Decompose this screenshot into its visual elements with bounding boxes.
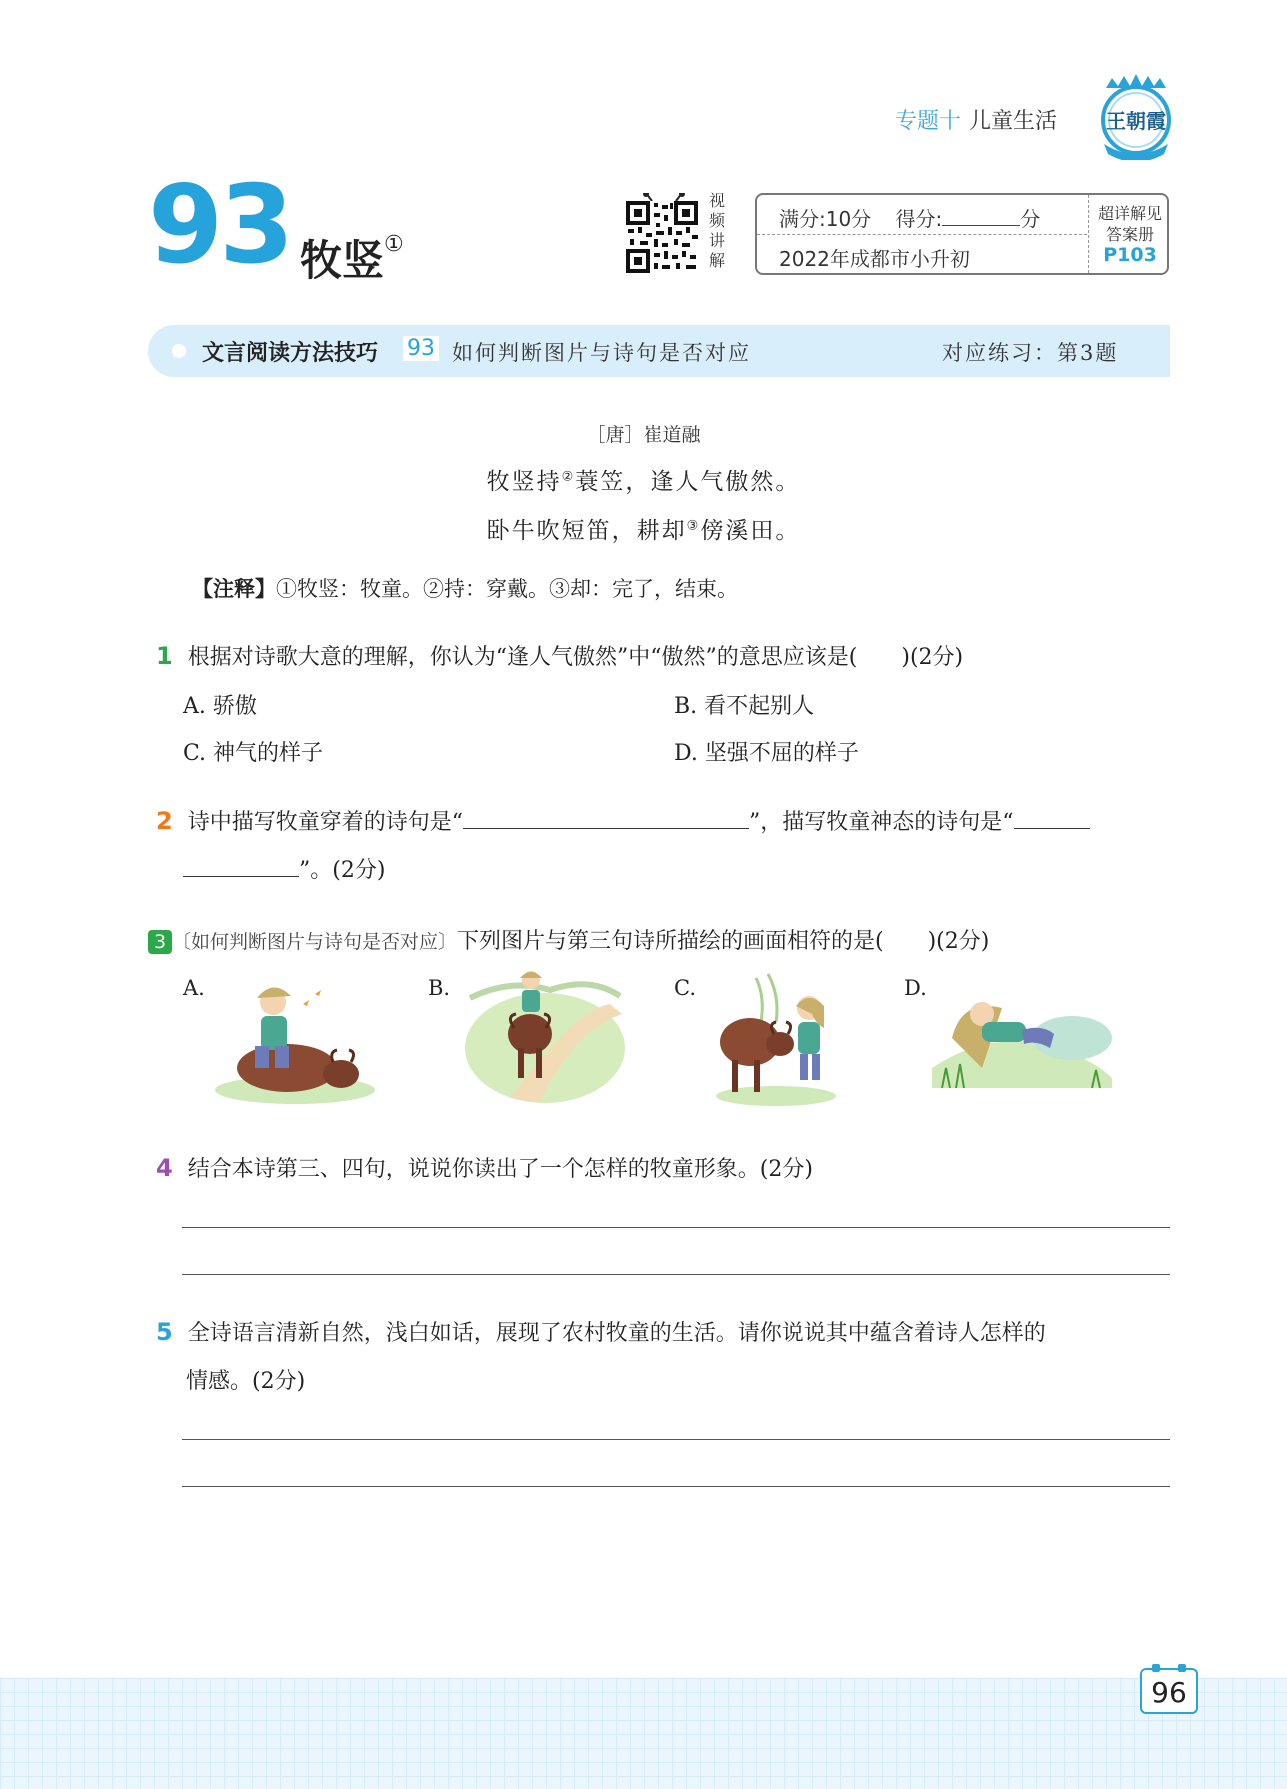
- page-tab-icon: [1152, 1664, 1160, 1672]
- picture-a[interactable]: [205, 968, 385, 1108]
- page-number: [1140, 1668, 1198, 1714]
- answer-line[interactable]: [182, 1486, 1170, 1487]
- question-number: 3: [148, 930, 172, 954]
- logo-text: 王朝霞: [1106, 109, 1166, 133]
- question-text: 根据对诗歌大意的理解，你认为“逢人气傲然”中“傲然”的意思应该是( )(2分): [187, 645, 964, 670]
- notes-label: 【注释】: [192, 577, 276, 601]
- footer-grid-background: [0, 1678, 1287, 1789]
- question-1: [156, 640, 963, 671]
- lesson-title: [300, 228, 404, 288]
- poem-line-2: [0, 512, 1287, 545]
- option-a[interactable]: A. 骄傲: [183, 694, 257, 719]
- question-4: [156, 1152, 813, 1183]
- got-score-unit: 分: [1020, 207, 1041, 231]
- full-score: 满分:10分: [779, 207, 872, 231]
- poem-line-1: [0, 463, 1287, 496]
- question-number: 4: [156, 1154, 173, 1182]
- question-2-cont: [183, 853, 385, 884]
- question-number: 5: [156, 1318, 173, 1346]
- question-3: [148, 924, 989, 955]
- answer-reference: [1094, 203, 1166, 266]
- score-row: [779, 203, 1040, 232]
- option-c[interactable]: C. 神气的样子: [183, 741, 324, 766]
- banner-practice: 对应练习：第3题: [942, 341, 1119, 365]
- poem-line2-b: 傍溪田。: [700, 518, 801, 544]
- question-tag: 〔如何判断图片与诗句是否对应〕: [172, 931, 458, 953]
- poem-notes: [192, 573, 738, 603]
- question-text-c: ”。(2分): [299, 858, 386, 883]
- poem-line1-b: 蓑笠，逢人气傲然。: [575, 469, 801, 495]
- answer-ref-line1: 超详解见: [1097, 204, 1162, 223]
- answer-line[interactable]: [182, 1227, 1170, 1228]
- notes-text: ①牧竖：牧童。②持：穿戴。③却：完了，结束。: [276, 577, 738, 601]
- topic-label: 专题十: [895, 109, 962, 134]
- answer-blank-1[interactable]: [463, 806, 749, 829]
- question-text-a: 诗中描写牧童穿着的诗句是“: [187, 810, 464, 835]
- picture-b[interactable]: [450, 968, 630, 1108]
- topic-name: 儿童生活: [969, 109, 1058, 134]
- page-tab-icon: [1178, 1664, 1186, 1672]
- poem-line2-mark: ③: [686, 518, 701, 534]
- question-text: 下列图片与第三句诗所描绘的画面相符的是( )(2分): [457, 929, 990, 954]
- poem-line1-a: 牧竖持: [486, 469, 562, 495]
- lesson-number: 93: [148, 163, 291, 288]
- question-5: [156, 1316, 1046, 1347]
- poem-line2-a: 卧牛吹短笛，耕却: [486, 518, 687, 544]
- banner-dot-icon: [172, 344, 186, 358]
- question-number: 1: [156, 642, 173, 670]
- banner-topic: 如何判断图片与诗句是否对应: [452, 341, 751, 365]
- exam-source: 2022年成都市小升初: [779, 247, 970, 271]
- picture-label-c[interactable]: C.: [674, 976, 696, 1000]
- answer-blank-2a[interactable]: [1014, 806, 1090, 829]
- got-score-label: 得分:: [895, 207, 943, 231]
- question-text-line1: 全诗语言清新自然，浅白如话，展现了农村牧童的生活。请你说说其中蕴含着诗人怎样的: [187, 1321, 1046, 1346]
- option-b[interactable]: B. 看不起别人: [674, 694, 815, 719]
- answer-ref-page: P103: [1103, 244, 1157, 266]
- question-number: 2: [156, 807, 173, 835]
- score-box: [755, 193, 1169, 275]
- score-vertical-divider: [1088, 195, 1089, 273]
- picture-c[interactable]: [696, 968, 876, 1108]
- question-2: [156, 805, 1172, 836]
- picture-d[interactable]: [932, 968, 1112, 1108]
- banner-number: 93: [403, 336, 439, 361]
- picture-label-b[interactable]: B.: [428, 976, 451, 1000]
- question-text: 结合本诗第三、四句，说说你读出了一个怎样的牧童形象。(2分): [187, 1157, 813, 1182]
- option-d[interactable]: D. 坚强不屈的样子: [674, 741, 859, 766]
- answer-line[interactable]: [182, 1439, 1170, 1440]
- picture-label-d[interactable]: D.: [904, 976, 927, 1000]
- method-banner: [148, 325, 1170, 377]
- banner-label: 文言阅读方法技巧: [202, 341, 379, 366]
- got-score-blank[interactable]: [942, 207, 1020, 226]
- poem-author: ［唐］崔道融: [586, 424, 701, 446]
- question-text-line2: 情感。(2分): [186, 1369, 306, 1394]
- lesson-title-note-mark: ①: [384, 232, 404, 257]
- answer-ref-line2: 答案册: [1105, 225, 1154, 244]
- picture-label-a[interactable]: A.: [183, 976, 205, 1000]
- page-number-text: 96: [1151, 1676, 1187, 1709]
- answer-line[interactable]: [182, 1274, 1170, 1275]
- video-label-char: 频: [709, 211, 726, 230]
- question-text-b: ”，描写牧童神态的诗句是“: [749, 810, 1014, 835]
- video-label-char: 解: [709, 251, 726, 270]
- answer-blank-2b[interactable]: [183, 854, 299, 877]
- video-qr-code[interactable]: [626, 193, 702, 273]
- score-divider: [757, 234, 1087, 235]
- video-explain-label: [709, 191, 729, 271]
- brand-logo: [1098, 74, 1174, 160]
- topic-header: [895, 104, 1057, 135]
- video-label-char: 视: [709, 191, 726, 210]
- poem-line1-mark: ②: [561, 469, 576, 485]
- lesson-title-text: 牧竖: [300, 236, 385, 285]
- video-label-char: 讲: [709, 231, 726, 250]
